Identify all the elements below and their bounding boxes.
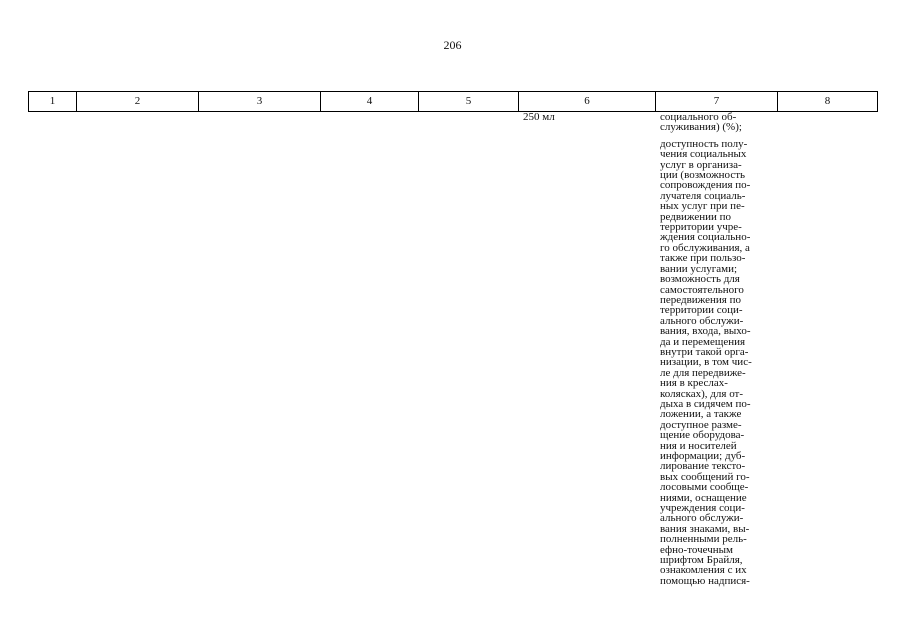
text-line: помощью надпися- — [660, 574, 750, 587]
text-line: также при пользо- — [660, 252, 746, 265]
text-line: услуг в организа- — [660, 158, 742, 171]
text-line: вых сообщений го- — [660, 470, 750, 483]
text-line: го обслуживания, а — [660, 241, 750, 254]
column-number-8: 8 — [778, 92, 878, 112]
text-line: полненными рель- — [660, 533, 747, 546]
text-line: низации, в том чис- — [660, 356, 752, 369]
text-line: дыха в сидячем по- — [660, 397, 751, 410]
column-number-6: 6 — [519, 92, 656, 112]
text-line: территории учре- — [660, 221, 742, 234]
text-line: доступное разме- — [660, 418, 742, 431]
text-line: учреждения соци- — [660, 502, 745, 515]
text-line: доступность полу- — [660, 137, 748, 150]
column-number-1: 1 — [29, 92, 77, 112]
text-line: лосовыми сообще- — [660, 481, 749, 494]
text-line: щение оборудова- — [660, 429, 745, 442]
text-line: сопровождения по- — [660, 179, 751, 192]
text-line: лирование тексто- — [660, 460, 746, 473]
text-line: вании услугами; — [660, 262, 738, 275]
column-number-3: 3 — [199, 92, 321, 112]
text-line: служивания) (%); — [660, 121, 742, 134]
column-6-text: 250 мл — [523, 111, 555, 123]
text-line: ных услуг при пе- — [660, 200, 745, 213]
text-line: ефно-точечным — [660, 543, 733, 556]
column-number-4: 4 — [321, 92, 419, 112]
text-line: ложении, а также — [660, 408, 742, 421]
text-line: колясках), для от- — [660, 387, 744, 400]
text-line: вания, входа, выхо- — [660, 325, 751, 338]
column-7-paragraph — [660, 139, 778, 586]
column-number-5: 5 — [419, 92, 519, 112]
text-line: территории соци- — [660, 304, 743, 317]
text-line: самостоятельного — [660, 283, 744, 296]
text-line: ции (возможность — [660, 169, 746, 182]
column-7-paragraph — [660, 112, 778, 133]
column-number-7: 7 — [656, 92, 778, 112]
column-7-text — [660, 112, 778, 592]
column-number-header — [28, 91, 878, 112]
text-line: редвижении по — [660, 210, 732, 223]
text-line: ния в креслах- — [660, 377, 728, 390]
text-line: ознакомления с их — [660, 564, 747, 577]
text-line: ле для передвиже- — [660, 366, 746, 379]
text-line: ниями, оснащение — [660, 491, 747, 504]
text-line: возможность для — [660, 273, 740, 286]
text-line: чения социальных — [660, 148, 747, 161]
text-line: вания знаками, вы- — [660, 522, 750, 535]
text-line: ального обслужи- — [660, 512, 744, 525]
text-line: да и перемещения — [660, 335, 746, 348]
text-line: ния и носителей — [660, 439, 737, 452]
text-line: ждения социально- — [660, 231, 751, 244]
column-number-2: 2 — [77, 92, 199, 112]
text-line: социального об- — [660, 111, 737, 123]
text-line: шрифтом Брайля, — [660, 554, 743, 567]
text-line: информации; дуб- — [660, 450, 746, 462]
text-line: лучателя социаль- — [660, 189, 746, 202]
page-number: 206 — [443, 38, 462, 52]
text-line: передвижения по — [660, 293, 741, 306]
text-line: ального обслужи- — [660, 314, 744, 327]
text-line: внутри такой орга- — [660, 345, 749, 358]
